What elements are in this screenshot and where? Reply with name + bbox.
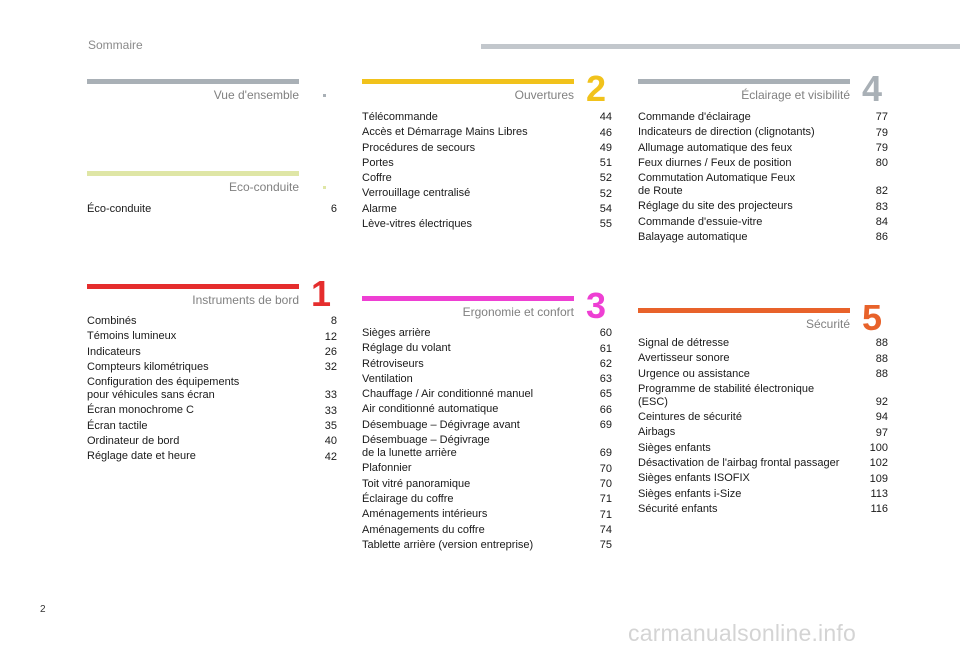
toc-entry-label: Rétroviseurs bbox=[362, 357, 424, 370]
section-title: Sécurité bbox=[805, 317, 850, 331]
toc-entry[interactable] bbox=[362, 419, 612, 434]
toc-entry-label: Toit vitré panoramique bbox=[362, 477, 471, 490]
toc-entry-label: Réglage date et heure bbox=[87, 450, 196, 463]
toc-entry[interactable] bbox=[87, 404, 337, 419]
toc-entry-page: 71 bbox=[599, 508, 612, 521]
section-title: Éclairage et visibilité bbox=[741, 88, 850, 102]
toc-entry-label: Indicateurs de direction (clignotants) bbox=[638, 126, 815, 139]
toc-entry-page: 49 bbox=[599, 141, 612, 154]
toc-entry[interactable] bbox=[638, 111, 888, 126]
toc-entry-label: Écran tactile bbox=[87, 419, 148, 432]
toc-entry-label: Désembuage – Dégivrage de la lunette arrière bbox=[362, 434, 490, 460]
section-number: 5 bbox=[862, 297, 883, 338]
entry-list bbox=[87, 203, 337, 218]
toc-entry[interactable] bbox=[362, 434, 612, 462]
toc-entry[interactable] bbox=[362, 142, 612, 157]
toc-entry-label: Plafonnier bbox=[362, 462, 412, 475]
toc-entry-page: 69 bbox=[599, 419, 612, 432]
toc-entry-page: 44 bbox=[599, 111, 612, 124]
toc-entry-page: 35 bbox=[324, 420, 337, 433]
toc-entry-label: Désactivation de l'airbag frontal passager bbox=[638, 457, 840, 470]
toc-entry[interactable] bbox=[638, 472, 888, 487]
toc-entry-page: 12 bbox=[324, 330, 337, 343]
toc-entry-page: 75 bbox=[599, 539, 612, 552]
toc-entry-page: 8 bbox=[330, 315, 337, 328]
toc-entry[interactable] bbox=[87, 361, 337, 376]
entry-list bbox=[362, 111, 612, 233]
toc-entry-page: 26 bbox=[324, 345, 337, 358]
toc-entry-page: 60 bbox=[599, 327, 612, 340]
toc-entry-page: 80 bbox=[875, 157, 888, 170]
entry-list bbox=[362, 327, 612, 554]
toc-entry-page: 6 bbox=[330, 203, 337, 216]
toc-entry-label: Éco-conduite bbox=[87, 203, 152, 215]
section-bar bbox=[87, 284, 299, 289]
section-number: 3 bbox=[586, 285, 607, 326]
toc-entry-label: Désembuage – Dégivrage avant bbox=[362, 418, 520, 431]
toc-entry[interactable] bbox=[362, 126, 612, 141]
toc-entry-label: Réglage du site des projecteurs bbox=[638, 200, 793, 213]
toc-entry-page: 70 bbox=[599, 477, 612, 490]
header-bar bbox=[481, 44, 960, 49]
toc-entry-label: Allumage automatique des feux bbox=[638, 141, 793, 154]
toc-entry[interactable] bbox=[362, 327, 612, 342]
toc-entry[interactable] bbox=[638, 426, 888, 441]
toc-entry-label: Combinés bbox=[87, 315, 137, 327]
toc-entry[interactable] bbox=[638, 231, 888, 246]
toc-entry-label: Procédures de secours bbox=[362, 141, 476, 154]
section-number: 2 bbox=[586, 68, 607, 109]
toc-entry[interactable] bbox=[87, 376, 337, 404]
toc-entry-page: 40 bbox=[324, 435, 337, 448]
toc-entry-label: Tablette arrière (version entreprise) bbox=[362, 538, 534, 551]
toc-entry-label: Télécommande bbox=[362, 111, 438, 123]
toc-entry[interactable] bbox=[362, 373, 612, 388]
toc-entry-label: Aménagements du coffre bbox=[362, 523, 485, 536]
toc-entry-label: Programme de stabilité électronique (ESC) bbox=[638, 382, 815, 408]
section-title: Eco-conduite bbox=[228, 180, 299, 194]
toc-entry-label: Chauffage / Air conditionné manuel bbox=[362, 388, 534, 401]
toc-entry[interactable] bbox=[638, 383, 888, 411]
toc-entry[interactable] bbox=[638, 442, 888, 457]
toc-entry[interactable] bbox=[638, 172, 888, 200]
toc-entry-page: 52 bbox=[599, 172, 612, 185]
toc-entry-page: 61 bbox=[599, 342, 612, 355]
page-number: 2 bbox=[40, 604, 46, 615]
toc-entry-page: 63 bbox=[599, 373, 612, 386]
toc-entry-page: 88 bbox=[875, 337, 888, 350]
toc-entry-page: 33 bbox=[324, 389, 337, 402]
toc-entry[interactable] bbox=[87, 203, 337, 218]
toc-entry-page: 54 bbox=[599, 203, 612, 216]
toc-entry-page: 88 bbox=[875, 352, 888, 365]
toc-entry-label: Sécurité enfants bbox=[638, 502, 718, 515]
toc-entry-page: 33 bbox=[324, 404, 337, 417]
section-bar bbox=[87, 171, 299, 176]
toc-entry[interactable] bbox=[638, 126, 888, 141]
toc-entry-page: 46 bbox=[599, 126, 612, 139]
toc-entry-page: 52 bbox=[599, 187, 612, 200]
toc-entry-page: 88 bbox=[875, 367, 888, 380]
toc-entry-page: 51 bbox=[599, 157, 612, 170]
toc-entry-page: 84 bbox=[875, 216, 888, 229]
toc-entry-page: 113 bbox=[870, 487, 888, 500]
toc-entry-label: Configuration des équipements pour véhicules sans écran bbox=[87, 376, 240, 402]
toc-entry-page: 70 bbox=[599, 462, 612, 475]
toc-entry[interactable] bbox=[638, 142, 888, 157]
section-bar bbox=[362, 79, 574, 84]
section-title: Vue d'ensemble bbox=[213, 88, 299, 102]
toc-entry[interactable] bbox=[87, 435, 337, 450]
section-marker bbox=[323, 94, 326, 97]
toc-entry-page: 71 bbox=[599, 493, 612, 506]
toc-entry-label: Ceintures de sécurité bbox=[638, 411, 742, 424]
toc-entry-page: 94 bbox=[875, 411, 888, 424]
toc-entry[interactable] bbox=[362, 203, 612, 218]
toc-entry[interactable] bbox=[638, 200, 888, 215]
toc-entry[interactable] bbox=[362, 478, 612, 493]
toc-entry-page: 79 bbox=[875, 141, 888, 154]
toc-entry-page: 92 bbox=[875, 396, 888, 409]
toc-entry-page: 109 bbox=[869, 472, 888, 485]
toc-entry-page: 102 bbox=[869, 457, 888, 470]
toc-entry-label: Commande d'éclairage bbox=[638, 111, 751, 123]
toc-entry[interactable] bbox=[362, 539, 612, 554]
toc-entry[interactable] bbox=[87, 330, 337, 345]
toc-entry[interactable] bbox=[638, 457, 888, 472]
toc-entry[interactable] bbox=[638, 352, 888, 367]
toc-entry-label: Coffre bbox=[362, 172, 392, 185]
toc-entry-page: 69 bbox=[599, 447, 612, 460]
section-number: 1 bbox=[311, 273, 332, 314]
entry-list bbox=[638, 337, 888, 518]
toc-entry[interactable] bbox=[87, 450, 337, 465]
section-title: Ouvertures bbox=[514, 88, 574, 102]
toc-entry-label: Réglage du volant bbox=[362, 342, 451, 355]
section-number: 4 bbox=[862, 68, 883, 109]
toc-entry-label: Portes bbox=[362, 156, 394, 169]
toc-entry-label: Sièges enfants ISOFIX bbox=[638, 472, 750, 485]
toc-entry-page: 77 bbox=[875, 111, 888, 124]
toc-entry[interactable] bbox=[362, 524, 612, 539]
toc-entry-label: Lève-vitres électriques bbox=[362, 218, 473, 231]
toc-entry-label: Aménagements intérieurs bbox=[362, 508, 488, 521]
toc-entry[interactable] bbox=[362, 358, 612, 373]
toc-entry[interactable] bbox=[362, 111, 612, 126]
section-bar bbox=[362, 296, 574, 301]
toc-entry-page: 97 bbox=[875, 426, 888, 439]
section-bar bbox=[638, 79, 850, 84]
toc-entry-page: 83 bbox=[875, 200, 888, 213]
toc-entry-label: Sièges enfants i-Size bbox=[638, 487, 742, 500]
toc-entry-label: Urgence ou assistance bbox=[638, 367, 750, 380]
toc-entry[interactable] bbox=[362, 342, 612, 357]
toc-entry-page: 86 bbox=[875, 231, 888, 244]
toc-entry-label: Alarme bbox=[362, 202, 397, 215]
toc-entry-label: Sièges enfants bbox=[638, 441, 711, 454]
toc-entry-page: 65 bbox=[599, 388, 612, 401]
toc-entry-page: 66 bbox=[599, 403, 612, 416]
toc-entry[interactable] bbox=[638, 157, 888, 172]
toc-entry[interactable] bbox=[87, 346, 337, 361]
toc-entry-label: Commande d'essuie-vitre bbox=[638, 215, 763, 228]
toc-entry[interactable] bbox=[638, 488, 888, 503]
toc-entry[interactable] bbox=[362, 403, 612, 418]
toc-entry[interactable] bbox=[362, 218, 612, 233]
toc-entry[interactable] bbox=[362, 508, 612, 523]
toc-entry[interactable] bbox=[362, 172, 612, 187]
toc-entry[interactable] bbox=[638, 216, 888, 231]
toc-entry[interactable] bbox=[362, 493, 612, 508]
toc-entry-label: Air conditionné automatique bbox=[362, 403, 499, 416]
toc-entry[interactable] bbox=[638, 503, 888, 518]
toc-entry-page: 116 bbox=[870, 503, 888, 516]
section-bar bbox=[87, 79, 299, 84]
toc-entry[interactable] bbox=[362, 187, 612, 202]
section-title: Ergonomie et confort bbox=[462, 305, 574, 319]
toc-entry-label: Témoins lumineux bbox=[87, 330, 177, 343]
toc-entry-label: Indicateurs bbox=[87, 345, 141, 358]
toc-entry-label: Écran monochrome C bbox=[87, 404, 194, 417]
toc-entry-label: Signal de détresse bbox=[638, 337, 730, 349]
toc-entry-page: 62 bbox=[599, 357, 612, 370]
toc-entry-page: 32 bbox=[324, 361, 337, 374]
toc-entry[interactable] bbox=[362, 388, 612, 403]
toc-entry-label: Compteurs kilométriques bbox=[87, 360, 209, 373]
toc-entry-page: 79 bbox=[875, 126, 888, 139]
toc-entry[interactable] bbox=[362, 157, 612, 172]
section-bar bbox=[638, 308, 850, 313]
toc-entry-label: Avertisseur sonore bbox=[638, 352, 730, 365]
toc-entry-page: 100 bbox=[869, 442, 888, 455]
header-title: Sommaire bbox=[88, 38, 143, 52]
section-marker bbox=[323, 186, 326, 189]
toc-entry-label: Airbags bbox=[638, 426, 676, 439]
toc-entry[interactable] bbox=[638, 411, 888, 426]
toc-entry-page: 42 bbox=[324, 450, 337, 463]
toc-entry[interactable] bbox=[87, 420, 337, 435]
toc-entry-page: 82 bbox=[875, 185, 888, 198]
toc-entry[interactable] bbox=[638, 337, 888, 352]
toc-entry-label: Sièges arrière bbox=[362, 327, 431, 339]
entry-list bbox=[638, 111, 888, 246]
watermark: carmanualsonline.info bbox=[628, 620, 856, 646]
toc-entry-label: Commutation Automatique Feux de Route bbox=[638, 172, 796, 198]
toc-entry-label: Accès et Démarrage Mains Libres bbox=[362, 126, 528, 139]
toc-entry-label: Ordinateur de bord bbox=[87, 435, 180, 448]
section-title: Instruments de bord bbox=[192, 293, 299, 307]
toc-entry-page: 55 bbox=[599, 218, 612, 231]
toc-entry-label: Balayage automatique bbox=[638, 231, 748, 244]
toc-entry-label: Feux diurnes / Feux de position bbox=[638, 156, 792, 169]
toc-entry-page: 74 bbox=[599, 523, 612, 536]
toc-entry[interactable] bbox=[87, 315, 337, 330]
toc-entry-label: Ventilation bbox=[362, 372, 413, 385]
toc-entry-label: Éclairage du coffre bbox=[362, 492, 454, 505]
toc-entry[interactable] bbox=[638, 368, 888, 383]
toc-entry[interactable] bbox=[362, 462, 612, 477]
toc-entry-label: Verrouillage centralisé bbox=[362, 187, 471, 200]
entry-list bbox=[87, 315, 337, 466]
